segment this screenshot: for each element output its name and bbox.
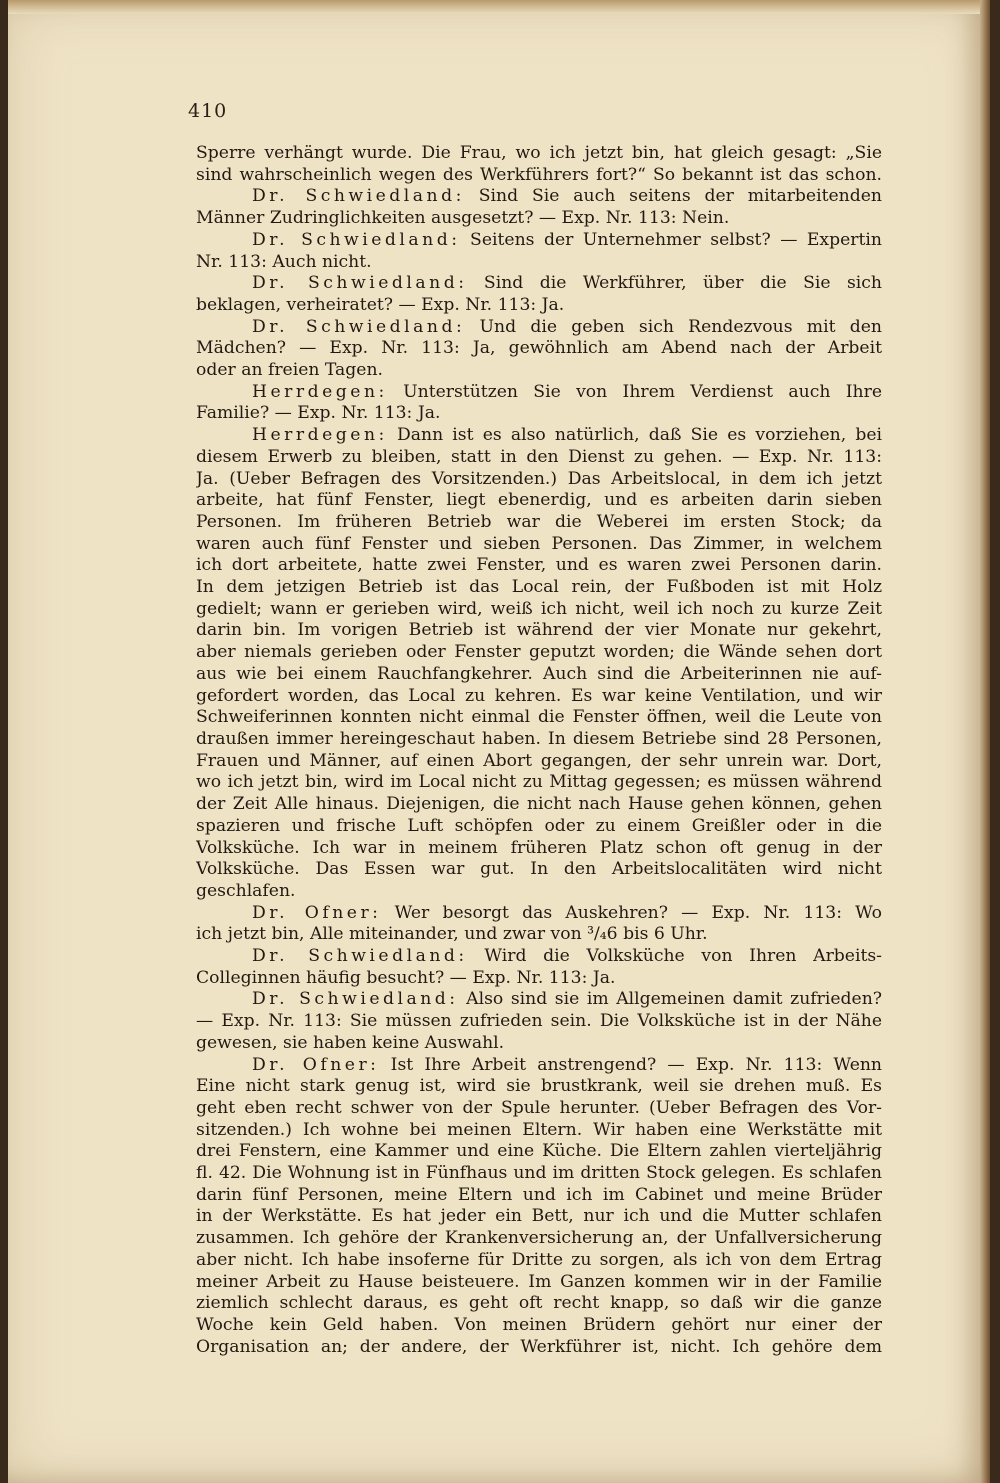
speaker-name: Dr. Schwiedland:	[252, 229, 461, 250]
text-line	[196, 989, 882, 1011]
line-text: darin bin. Im vorigen Betrieb ist während der vier Monate nur gekehrt,	[196, 620, 882, 641]
text-line	[196, 968, 882, 990]
line-text: zusammen. Ich gehöre der Krankenversicherung an, der Unfallversicherung	[196, 1228, 882, 1249]
text-line	[196, 859, 882, 881]
speaker-name: Dr. Schwiedland:	[252, 273, 468, 294]
text-line	[196, 881, 882, 903]
text-line	[196, 1098, 882, 1120]
text-line	[196, 186, 882, 208]
text-line	[196, 599, 882, 621]
line-text: sind wahrscheinlich wegen des Werkführers fort?“ So bekannt ist das schon.	[196, 164, 882, 185]
line-text: Seitens der Unternehmer selbst? — Expertin	[460, 229, 882, 250]
line-text: aber niemals gerieben oder Fenster geputzt worden; die Wände sehen dort	[196, 642, 882, 663]
line-text: geschlafen.	[196, 880, 296, 901]
line-text: Organisation an; der andere, der Werkführer ist, nicht. Ich gehöre dem	[196, 1336, 882, 1357]
text-line	[196, 1272, 882, 1294]
line-text: arbeite, hat fünf Fenster, liegt ebenerdig, und es arbeiten darin sieben	[196, 490, 882, 511]
page-right-edge	[980, 0, 990, 1483]
line-text: gewesen, sie haben keine Auswahl.	[196, 1032, 505, 1053]
text-line	[196, 469, 882, 491]
line-text: Dann ist es also natürlich, daß Sie es vorziehen, bei	[387, 425, 882, 446]
text-line	[196, 794, 882, 816]
line-text: Nr. 113: Auch nicht.	[196, 251, 372, 272]
book-page	[8, 0, 990, 1483]
text-line	[196, 620, 882, 642]
line-text: Familie? — Exp. Nr. 113: Ja.	[196, 403, 441, 424]
line-text: — Exp. Nr. 113: Sie müssen zufrieden sein. Die Volksküche ist in der Nähe	[196, 1011, 882, 1032]
text-line	[196, 924, 882, 946]
line-text: geht eben recht schwer von der Spule herunter. (Ueber Befragen des Vor-	[196, 1097, 882, 1118]
text-line	[196, 664, 882, 686]
line-text: aus wie bei einem Rauchfangkehrer. Auch sind die Arbeiterinnen nie auf-	[196, 663, 882, 684]
text-line	[196, 903, 882, 925]
text-line	[196, 317, 882, 339]
text-line	[196, 1337, 882, 1359]
line-text: waren auch fünf Fenster und sieben Personen. Das Zimmer, in welchem	[196, 533, 882, 554]
text-line	[196, 1033, 882, 1055]
line-text: Mädchen? — Exp. Nr. 113: Ja, gewöhnlich am Abend nach der Arbeit	[196, 338, 882, 359]
text-line	[196, 295, 882, 317]
speaker-name: Herrdegen:	[252, 381, 388, 402]
text-line	[196, 1250, 882, 1272]
line-text: Ja. (Ueber Befragen des Vorsitzenden.) Das Arbeitslocal, in dem ich jetzt	[196, 468, 882, 489]
line-text: ziemlich schlecht daraus, es geht oft recht knapp, so daß wir die ganze	[196, 1293, 882, 1314]
text-line	[196, 512, 882, 534]
page-number: 410	[188, 100, 228, 122]
line-text: Wer besorgt das Auskehren? — Exp. Nr. 113: Wo	[381, 902, 882, 923]
text-line	[196, 230, 882, 252]
line-text: gefordert worden, das Local zu kehren. Es war keine Ventilation, und wir	[196, 685, 882, 706]
text-line	[196, 686, 882, 708]
line-text: Sind Sie auch seitens der mitarbeitenden	[464, 186, 882, 207]
line-text: Schweiferinnen konnten nicht einmal die Fenster öffnen, weil die Leute von	[196, 707, 882, 728]
text-line	[196, 772, 882, 794]
line-text: ich dort arbeitete, hatte zwei Fenster, und es waren zwei Personen darin.	[196, 555, 882, 576]
line-text: Volksküche. Das Essen war gut. In den Arbeitslocalitäten wird nicht	[196, 859, 882, 880]
line-text: gedielt; wann er gerieben wird, weiß ich nicht, weil ich noch zu kurze Zeit	[196, 598, 882, 619]
text-line	[196, 1293, 882, 1315]
line-text: wo ich jetzt bin, wird im Local nicht zu Mittag gegessen; es müssen während	[196, 772, 882, 793]
line-text: Woche kein Geld haben. Von meinen Brüdern gehört nur einer der	[196, 1314, 882, 1335]
text-line	[196, 707, 882, 729]
line-text: Sind die Werkführer, über die Sie sich	[467, 273, 882, 294]
text-line	[196, 165, 882, 187]
line-text: Frauen und Männer, auf einen Abort gegangen, der sehr unrein war. Dort,	[196, 750, 882, 771]
speaker-name: Dr. Ofner:	[252, 1054, 380, 1075]
text-line	[196, 1315, 882, 1337]
body-text	[196, 143, 882, 1358]
speaker-name: Dr. Schwiedland:	[252, 989, 459, 1010]
line-text: Männer Zudringlichkeiten ausgesetzt? — Exp. Nr. 113: Nein.	[196, 208, 730, 229]
speaker-name: Dr. Schwiedland:	[252, 316, 466, 337]
speaker-name: Dr. Ofner:	[252, 902, 382, 923]
speaker-name: Dr. Schwiedland:	[252, 946, 468, 967]
line-text: Eine nicht stark genug ist, wird sie brustkrank, weil sie drehen muß. Es	[196, 1076, 882, 1097]
line-text: Und die geben sich Rendezvous mit den	[465, 316, 882, 337]
line-text: draußen immer hereingeschaut haben. In diesem Betriebe sind 28 Personen,	[196, 728, 882, 749]
text-line	[196, 1120, 882, 1142]
line-text: spazieren und frische Luft schöpfen oder zu einem Greißler oder in die	[196, 815, 882, 836]
text-line	[196, 946, 882, 968]
text-line	[196, 642, 882, 664]
text-line	[196, 816, 882, 838]
page-top-edge	[8, 0, 990, 14]
line-text: aber nicht. Ich habe insoferne für Dritte zu sorgen, als ich von dem Ertrag	[196, 1249, 882, 1270]
text-line	[196, 555, 882, 577]
text-line	[196, 1076, 882, 1098]
line-text: ich jetzt bin, Alle miteinander, und zwar von ³/₄6 bis 6 Uhr.	[196, 924, 708, 945]
text-line	[196, 273, 882, 295]
text-line	[196, 1141, 882, 1163]
text-line	[196, 1206, 882, 1228]
text-line	[196, 1011, 882, 1033]
line-text: Wird die Volksküche von Ihren Arbeits-	[467, 946, 882, 967]
text-line	[196, 1163, 882, 1185]
line-text: meiner Arbeit zu Hause beisteuere. Im Ganzen kommen wir in der Familie	[196, 1271, 882, 1292]
line-text: Also sind sie im Allgemeinen damit zufrieden?	[458, 989, 882, 1010]
text-line	[196, 425, 882, 447]
text-line	[196, 143, 882, 165]
line-text: beklagen, verheiratet? — Exp. Nr. 113: Ja.	[196, 294, 565, 315]
text-line	[196, 360, 882, 382]
text-line	[196, 838, 882, 860]
text-line	[196, 338, 882, 360]
text-line	[196, 1228, 882, 1250]
line-text: Unterstützen Sie von Ihrem Verdienst auch Ihre	[387, 381, 882, 402]
line-text: Volksküche. Ich war in meinem früheren Platz schon oft genug in der	[196, 837, 882, 858]
line-text: Colleginnen häufig besucht? — Exp. Nr. 113: Ja.	[196, 967, 616, 988]
speaker-name: Herrdegen:	[252, 425, 388, 446]
text-line	[196, 534, 882, 556]
text-line	[196, 208, 882, 230]
line-text: Ist Ihre Arbeit anstrengend? — Exp. Nr. 113: Wenn	[379, 1054, 882, 1075]
line-text: oder an freien Tagen.	[196, 360, 384, 381]
line-text: diesem Erwerb zu bleiben, statt in den Dienst zu gehen. — Exp. Nr. 113:	[196, 446, 882, 467]
text-line	[196, 447, 882, 469]
line-text: Personen. Im früheren Betrieb war die Weberei im ersten Stock; da	[196, 511, 882, 532]
line-text: fl. 42. Die Wohnung ist in Fünfhaus und im dritten Stock gelegen. Es schlafen	[196, 1163, 882, 1184]
text-line	[196, 1185, 882, 1207]
line-text: darin fünf Personen, meine Eltern und ich im Cabinet und meine Brüder	[196, 1184, 882, 1205]
text-line	[196, 252, 882, 274]
line-text: Sperre verhängt wurde. Die Frau, wo ich jetzt bin, hat gleich gesagt: „Sie	[196, 143, 882, 163]
text-line	[196, 382, 882, 404]
text-line	[196, 729, 882, 751]
line-text: sitzenden.) Ich wohne bei meinen Eltern. Wir haben eine Werkstätte mit	[196, 1119, 882, 1140]
text-line	[196, 490, 882, 512]
text-line	[196, 403, 882, 425]
line-text: der Zeit Alle hinaus. Diejenigen, die nicht nach Hause gehen können, gehen	[196, 794, 882, 815]
speaker-name: Dr. Schwiedland:	[252, 186, 465, 207]
line-text: In dem jetzigen Betrieb ist das Local rein, der Fußboden ist mit Holz	[196, 577, 882, 598]
text-line	[196, 577, 882, 599]
text-line	[196, 1055, 882, 1077]
line-text: drei Fenstern, eine Kammer und eine Küche. Die Eltern zahlen vierteljährig	[196, 1141, 882, 1162]
text-line	[196, 751, 882, 773]
line-text: in der Werkstätte. Es hat jeder ein Bett, nur ich und die Mutter schlafen	[196, 1206, 882, 1227]
